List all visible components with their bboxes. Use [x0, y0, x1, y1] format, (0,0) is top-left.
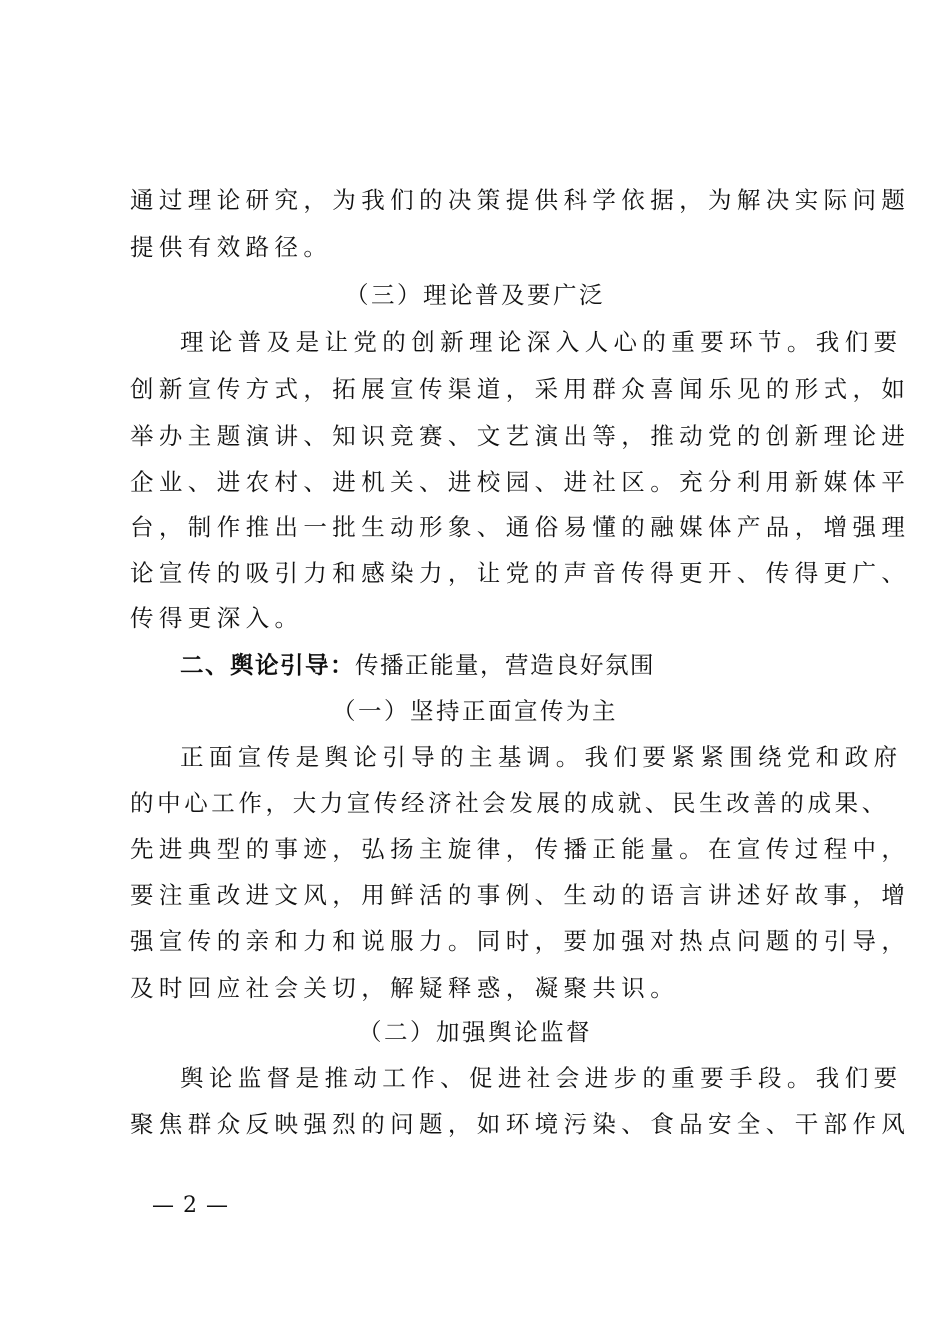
paragraph-line: 通过理论研究，为我们的决策提供科学依据，为解决实际问题: [130, 186, 911, 214]
paragraph-line: 理论普及是让党的创新理论深入人心的重要环节。我们要: [180, 328, 903, 356]
paragraph-line: 举办主题演讲、知识竞赛、文艺演出等，推动党的创新理论进: [130, 422, 911, 450]
paragraph-line: 要注重改进文风，用鲜活的事例、生动的语言讲述好故事，增: [130, 881, 911, 909]
paragraph-line: 论宣传的吸引力和感染力，让党的声音传得更开、传得更广、: [130, 559, 911, 587]
paragraph-line: 先进典型的事迹，弘扬主旋律，传播正能量。在宣传过程中，: [130, 835, 911, 863]
paragraph-line: 及时回应社会关切，解疑释惑，凝聚共识。: [130, 974, 680, 1002]
part-heading-text: 传播正能量，营造良好氛围: [355, 651, 655, 679]
paragraph-line: 聚焦群众反映强烈的问题，如环境污染、食品安全、干部作风: [130, 1110, 911, 1138]
paragraph-line: 正面宣传是舆论引导的主基调。我们要紧紧围绕党和政府: [180, 743, 903, 771]
section-heading: （一）坚持正面宣传为主: [332, 697, 618, 725]
page-number: — 2 —: [152, 1193, 229, 1218]
paragraph-line: 创新宣传方式，拓展宣传渠道，采用群众喜闻乐见的形式，如: [130, 375, 911, 403]
part-heading-label: 二、舆论引导：: [180, 651, 355, 679]
paragraph-line: 的中心工作，大力宣传经济社会发展的成就、民生改善的成果、: [130, 789, 889, 817]
paragraph-line: 台，制作推出一批生动形象、通俗易懂的融媒体产品，增强理: [130, 513, 911, 541]
section-heading: （二）加强舆论监督: [358, 1018, 592, 1046]
section-heading: （三）理论普及要广泛: [345, 281, 605, 309]
paragraph-line: 传得更深入。: [130, 604, 304, 632]
paragraph-line: 强宣传的亲和力和说服力。同时，要加强对热点问题的引导，: [130, 927, 911, 955]
paragraph-line: 企业、进农村、进机关、进校园、进社区。充分利用新媒体平: [130, 468, 911, 496]
part-heading: [180, 650, 900, 680]
paragraph-line: 舆论监督是推动工作、促进社会进步的重要手段。我们要: [180, 1064, 903, 1092]
paragraph-line: 提供有效路径。: [130, 233, 333, 261]
